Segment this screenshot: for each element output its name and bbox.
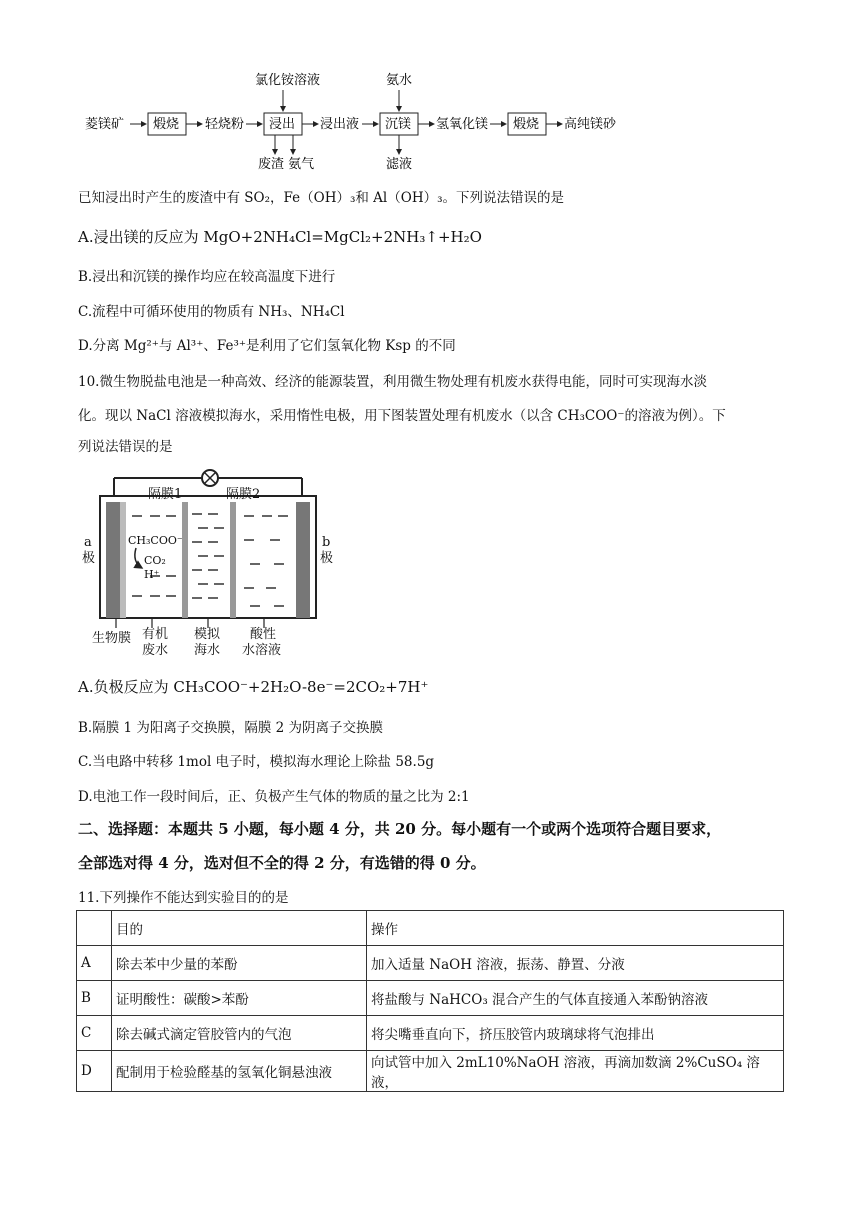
label-organic-waste-1: 有机 [142,627,169,642]
ion-acetate: CH₃COO⁻ [128,534,183,547]
table-cell: 加入适量 NaOH 溶液，振荡、静置、分液 [367,946,784,981]
q10-option-b: B.隔膜 1 为阳离子交换膜，隔膜 2 为阴离子交换膜 [78,720,384,736]
q11-stem: 11.下列操作不能达到实验目的的是 [78,890,289,906]
table-header-cell: 目的 [112,911,367,946]
label-organic-waste-2: 废水 [142,643,169,658]
electrode-b-label-2: 极 [320,551,334,566]
electrode-a-label: a [84,535,92,550]
flow-light-powder: 轻烧粉 [205,117,245,132]
label-acid-2: 水溶液 [242,643,282,658]
section-2-heading-line1: 二、选择题：本题共 5 小题，每小题 4 分，共 20 分。每小题有一个或两个选项符合题目要求， [78,820,722,838]
table-row [77,981,784,1016]
label-seawater-1: 模拟 [194,627,221,642]
flow-precipitate: 沉镁 [385,117,412,132]
flow-calcine-1: 煅烧 [153,117,180,132]
ion-co2: CO₂ [144,554,166,567]
flow-calcine-2: 煅烧 [513,117,540,132]
table-cell: 证明酸性：碳酸>苯酚 [112,981,367,1016]
q9-intro: 已知浸出时产生的废渣中有 SO₂，Fe（OH）₃和 Al（OH）₃。下列说法错误的是 [78,190,564,206]
desalination-cell-diagram [80,466,350,666]
flow-reagent-nh4cl: 氯化铵溶液 [255,73,321,88]
q11-table [76,910,784,1092]
table-cell: C [77,1016,112,1051]
table-row [77,1051,784,1092]
q9-option-d: D.分离 Mg²⁺与 Al³⁺、Fe³⁺是利用了它们氢氧化物 Ksp 的不同 [78,338,456,354]
flow-leach: 浸出 [269,117,296,132]
q9-option-b: B.浸出和沉镁的操作均应在较高温度下进行 [78,269,336,285]
table-row [77,1016,784,1051]
label-acid-1: 酸性 [250,627,277,642]
table-header-cell [77,911,112,946]
table-cell: 除去碱式滴定管胶管内的气泡 [112,1016,367,1051]
flow-leachate: 浸出液 [320,117,360,132]
flow-ore: 菱镁矿 [85,117,125,132]
membrane-1-label: 隔膜1 [148,487,183,502]
label-seawater-2: 海水 [194,643,221,658]
flow-filtrate: 滤液 [386,157,413,172]
electrode-a-label-2: 极 [82,551,96,566]
table-cell: 配制用于检验醛基的氢氧化铜悬浊液 [112,1051,367,1092]
ion-h-plus: H⁺ [144,568,160,581]
flow-waste-output: 废渣 氨气 [258,157,315,172]
section-2-heading-line2: 全部选对得 4 分，选对但不全的得 2 分，有选错的得 0 分。 [78,854,486,872]
table-cell: D [77,1051,112,1092]
flow-reagent-ammonia: 氨水 [386,73,413,88]
table-cell: B [77,981,112,1016]
q10-stem-line3: 列说法错误的是 [78,439,173,455]
membrane-2-label: 隔膜2 [226,487,261,502]
table-header-cell: 操作 [367,911,784,946]
q10-option-c: C.当电路中转移 1mol 电子时，模拟海水理论上除盐 58.5g [78,754,435,770]
table-cell: 将盐酸与 NaHCO₃ 混合产生的气体直接通入苯酚钠溶液 [367,981,784,1016]
flow-product: 高纯镁砂 [564,117,617,132]
q10-stem-line1: 10.微生物脱盐电池是一种高效、经济的能源装置，利用微生物处理有机废水获得电能，同时可实现海水淡 [78,374,707,390]
q9-option-a: A.浸出镁的反应为 MgO+2NH₄Cl=MgCl₂+2NH₃↑+H₂O [78,228,482,246]
table-cell: 向试管中加入 2mL10%NaOH 溶液，再滴加数滴 2%CuSO₄ 溶液， [367,1051,784,1092]
electrode-b-label: b [322,535,331,550]
q10-stem-line2: 化。现以 NaCl 溶液模拟海水，采用惰性电极，用下图装置处理有机废水（以含 CH₃COO⁻的溶液为例）。下 [78,408,726,424]
table-cell: 将尖嘴垂直向下，挤压胶管内玻璃球将气泡排出 [367,1016,784,1051]
table-cell: 除去苯中少量的苯酚 [112,946,367,981]
process-flowchart [80,70,680,175]
q10-option-a: A.负极反应为 CH₃COO⁻+2H₂O-8e⁻=2CO₂+7H⁺ [78,678,429,696]
q10-option-d: D.电池工作一段时间后，正、负极产生气体的物质的量之比为 2:1 [78,789,470,805]
table-cell: A [77,946,112,981]
q9-option-c: C.流程中可循环使用的物质有 NH₃、NH₄Cl [78,304,345,320]
flow-mg-hydroxide: 氢氧化镁 [436,117,489,132]
table-row [77,946,784,981]
label-biofilm: 生物膜 [92,631,132,646]
table-header-row [77,911,784,946]
